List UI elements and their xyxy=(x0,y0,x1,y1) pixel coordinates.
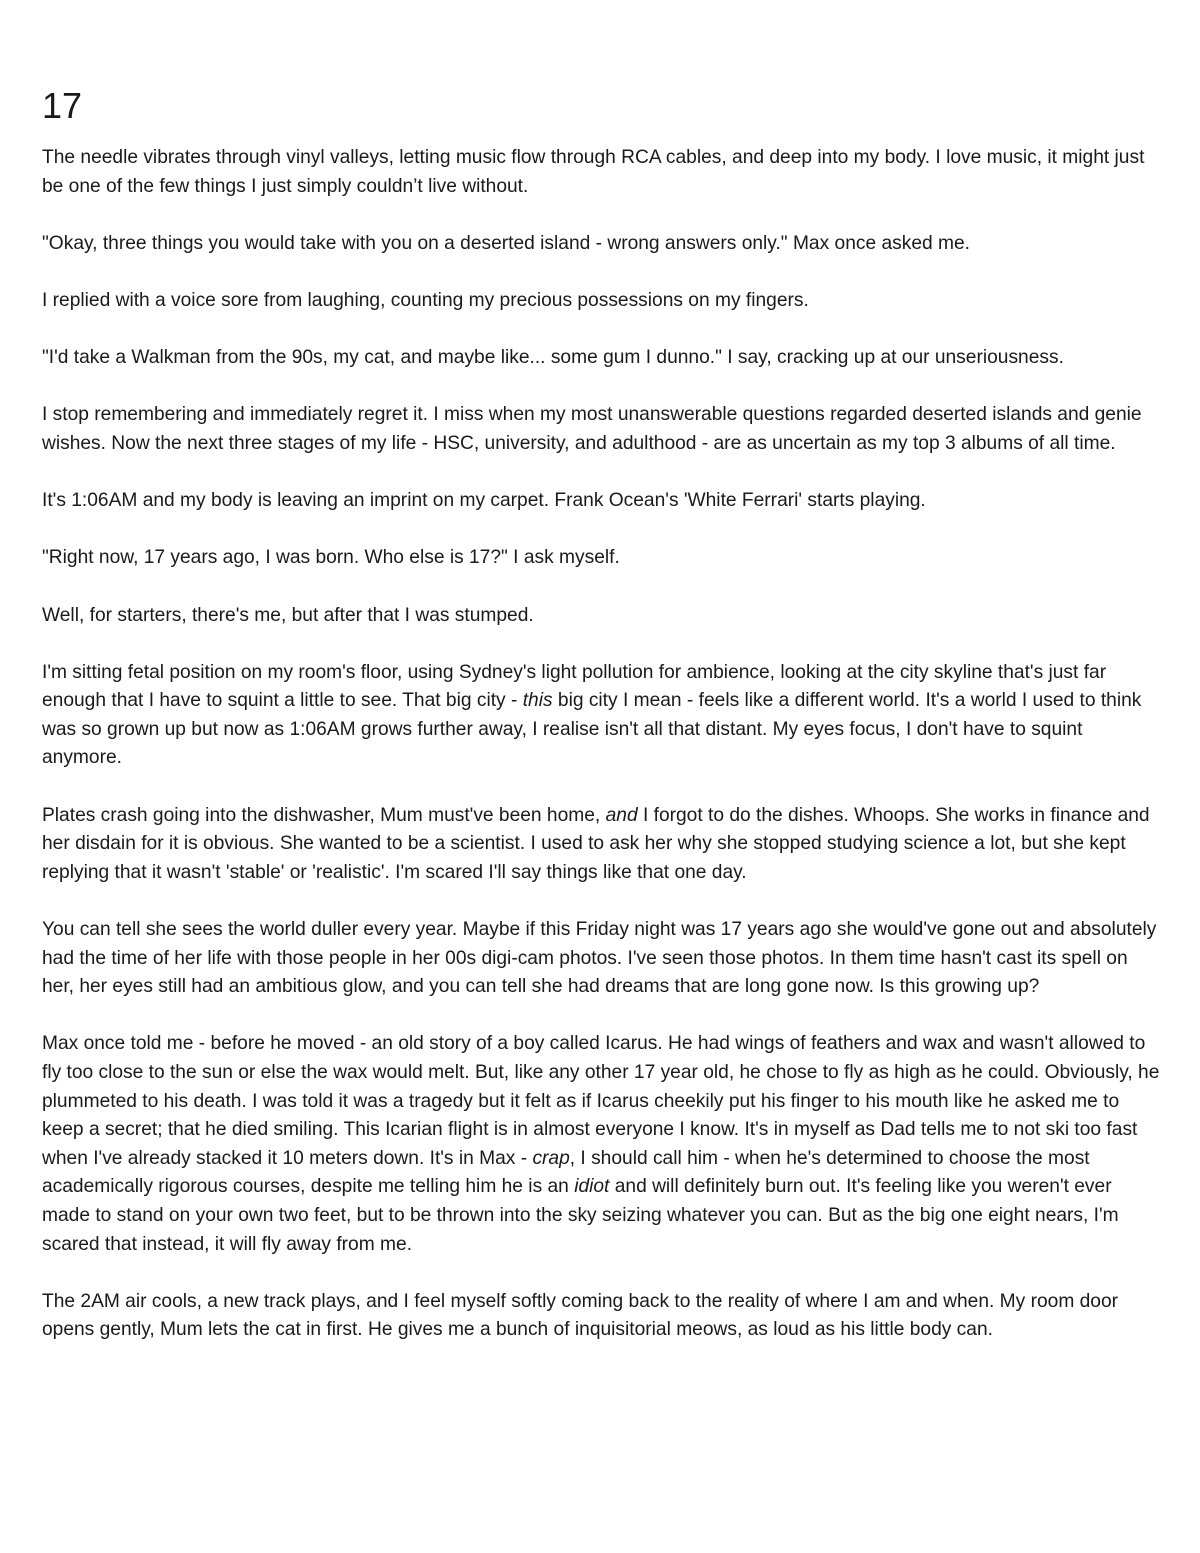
paragraph xyxy=(42,230,1162,259)
italic-text: idiot xyxy=(574,1176,610,1198)
paragraph-text: "Okay, three things you would take with you on a deserted island - wrong answers only." Max once asked me. xyxy=(42,232,970,254)
paragraph-text: "Right now, 17 years ago, I was born. Who else is 17?" I ask myself. xyxy=(42,547,620,569)
paragraph xyxy=(42,144,1162,201)
paragraph xyxy=(42,344,1162,373)
paragraph-text: The needle vibrates through vinyl valleys, letting music flow through RCA cables, and deep into my body. I love music, it might just be one of the few things I just simply couldn’t live without. xyxy=(42,147,1145,197)
document-title: 17 xyxy=(42,85,83,126)
paragraph-text: and will definitely burn out. It's feeling like you weren't ever made to stand on your own two feet, but to be thrown into the sky seizing whatever you can. But as the big one eight nears, I'm scared that instead, it will fly away from me. xyxy=(42,1176,1119,1255)
paragraph-text: "I'd take a Walkman from the 90s, my cat, and maybe like... some gum I dunno." I say, cracking up at our unseriousness. xyxy=(42,347,1064,369)
paragraph-text: , I should call him - when he's determined to choose the most academically rigorous courses, despite me telling him he is an xyxy=(42,1147,1090,1198)
document-page xyxy=(42,84,1162,1374)
paragraph-text: big city I mean - feels like a different world. It's a world I used to think was so grown up but now as 1:06AM grows further away, I realise isn't all that distant. My eyes focus, I don't have to squint anymore. xyxy=(42,690,1142,769)
paragraph xyxy=(42,401,1162,458)
document-body xyxy=(42,144,1162,1345)
paragraph xyxy=(42,1030,1162,1259)
paragraph xyxy=(42,487,1162,516)
paragraph-text: I replied with a voice sore from laughing, counting my precious possessions on my fingers. xyxy=(42,289,809,311)
paragraph-text: The 2AM air cools, a new track plays, and I feel myself softly coming back to the reality of where I am and when. My room door opens gently, Mum lets the cat in first. He gives me a bunch of inquisitorial meows, as loud as his little body can. xyxy=(42,1290,1119,1341)
paragraph-text: It's 1:06AM and my body is leaving an imprint on my carpet. Frank Ocean's 'White Ferrari' starts playing. xyxy=(42,490,926,512)
paragraph-text: Plates crash going into the dishwasher, Mum must've been home, xyxy=(42,804,606,826)
paragraph xyxy=(42,287,1162,316)
paragraph xyxy=(42,1288,1162,1345)
italic-text: crap xyxy=(532,1147,570,1169)
paragraph-text: Well, for starters, there's me, but after that I was stumped. xyxy=(42,604,534,626)
italic-text: this xyxy=(522,690,553,712)
paragraph-text: Max once told me - before he moved - an old story of a boy called Icarus. He had wings of feathers and wax and wasn't allowed to fly too close to the sun or else the wax would melt. But, like any other 17 year old, he chose to fly as high as he could. Obviously, he plummeted to his death. I was told it was a tragedy but it felt as if Icarus cheekily put his finger to his mouth like he asked me to keep a secret; that he died smiling. This Icarian flight is in almost everyone I know. It's in myself as Dad tells me to not ski too fast when I've already stacked it 10 meters down. It's in Max - xyxy=(42,1033,1160,1169)
paragraph-text: I forgot to do the dishes. Whoops. She works in finance and her disdain for it is obvious. She wanted to be a scientist. I used to ask her why she stopped studying science a lot, but she kept replying that it wasn't 'stable' or 'realistic'. I'm scared I'll say things like that one day. xyxy=(42,804,1150,883)
paragraph xyxy=(42,544,1162,573)
paragraph xyxy=(42,659,1162,773)
paragraph xyxy=(42,916,1162,1002)
italic-text: and xyxy=(605,804,638,826)
paragraph xyxy=(42,802,1162,888)
paragraph-text: I'm sitting fetal position on my room's floor, using Sydney's light pollution for ambience, looking at the city skyline that's just far enough that I have to squint a little to see. That big city - xyxy=(42,661,1107,712)
paragraph-text: I stop remembering and immediately regret it. I miss when my most unanswerable questions regarded deserted islands and genie wishes. Now the next three stages of my life - HSC, university, and adulthood - are as uncertain as my top 3 albums of all time. xyxy=(42,404,1142,454)
paragraph xyxy=(42,602,1162,631)
paragraph-text: You can tell she sees the world duller every year. Maybe if this Friday night was 17 years ago she would've gone out and absolutely had the time of her life with those people in her 00s digi-cam photos. I've seen those photos. In them time hasn't cast its spell on her, her eyes still had an ambitious glow, and you can tell she had dreams that are long gone now. Is this growing up? xyxy=(42,919,1157,998)
